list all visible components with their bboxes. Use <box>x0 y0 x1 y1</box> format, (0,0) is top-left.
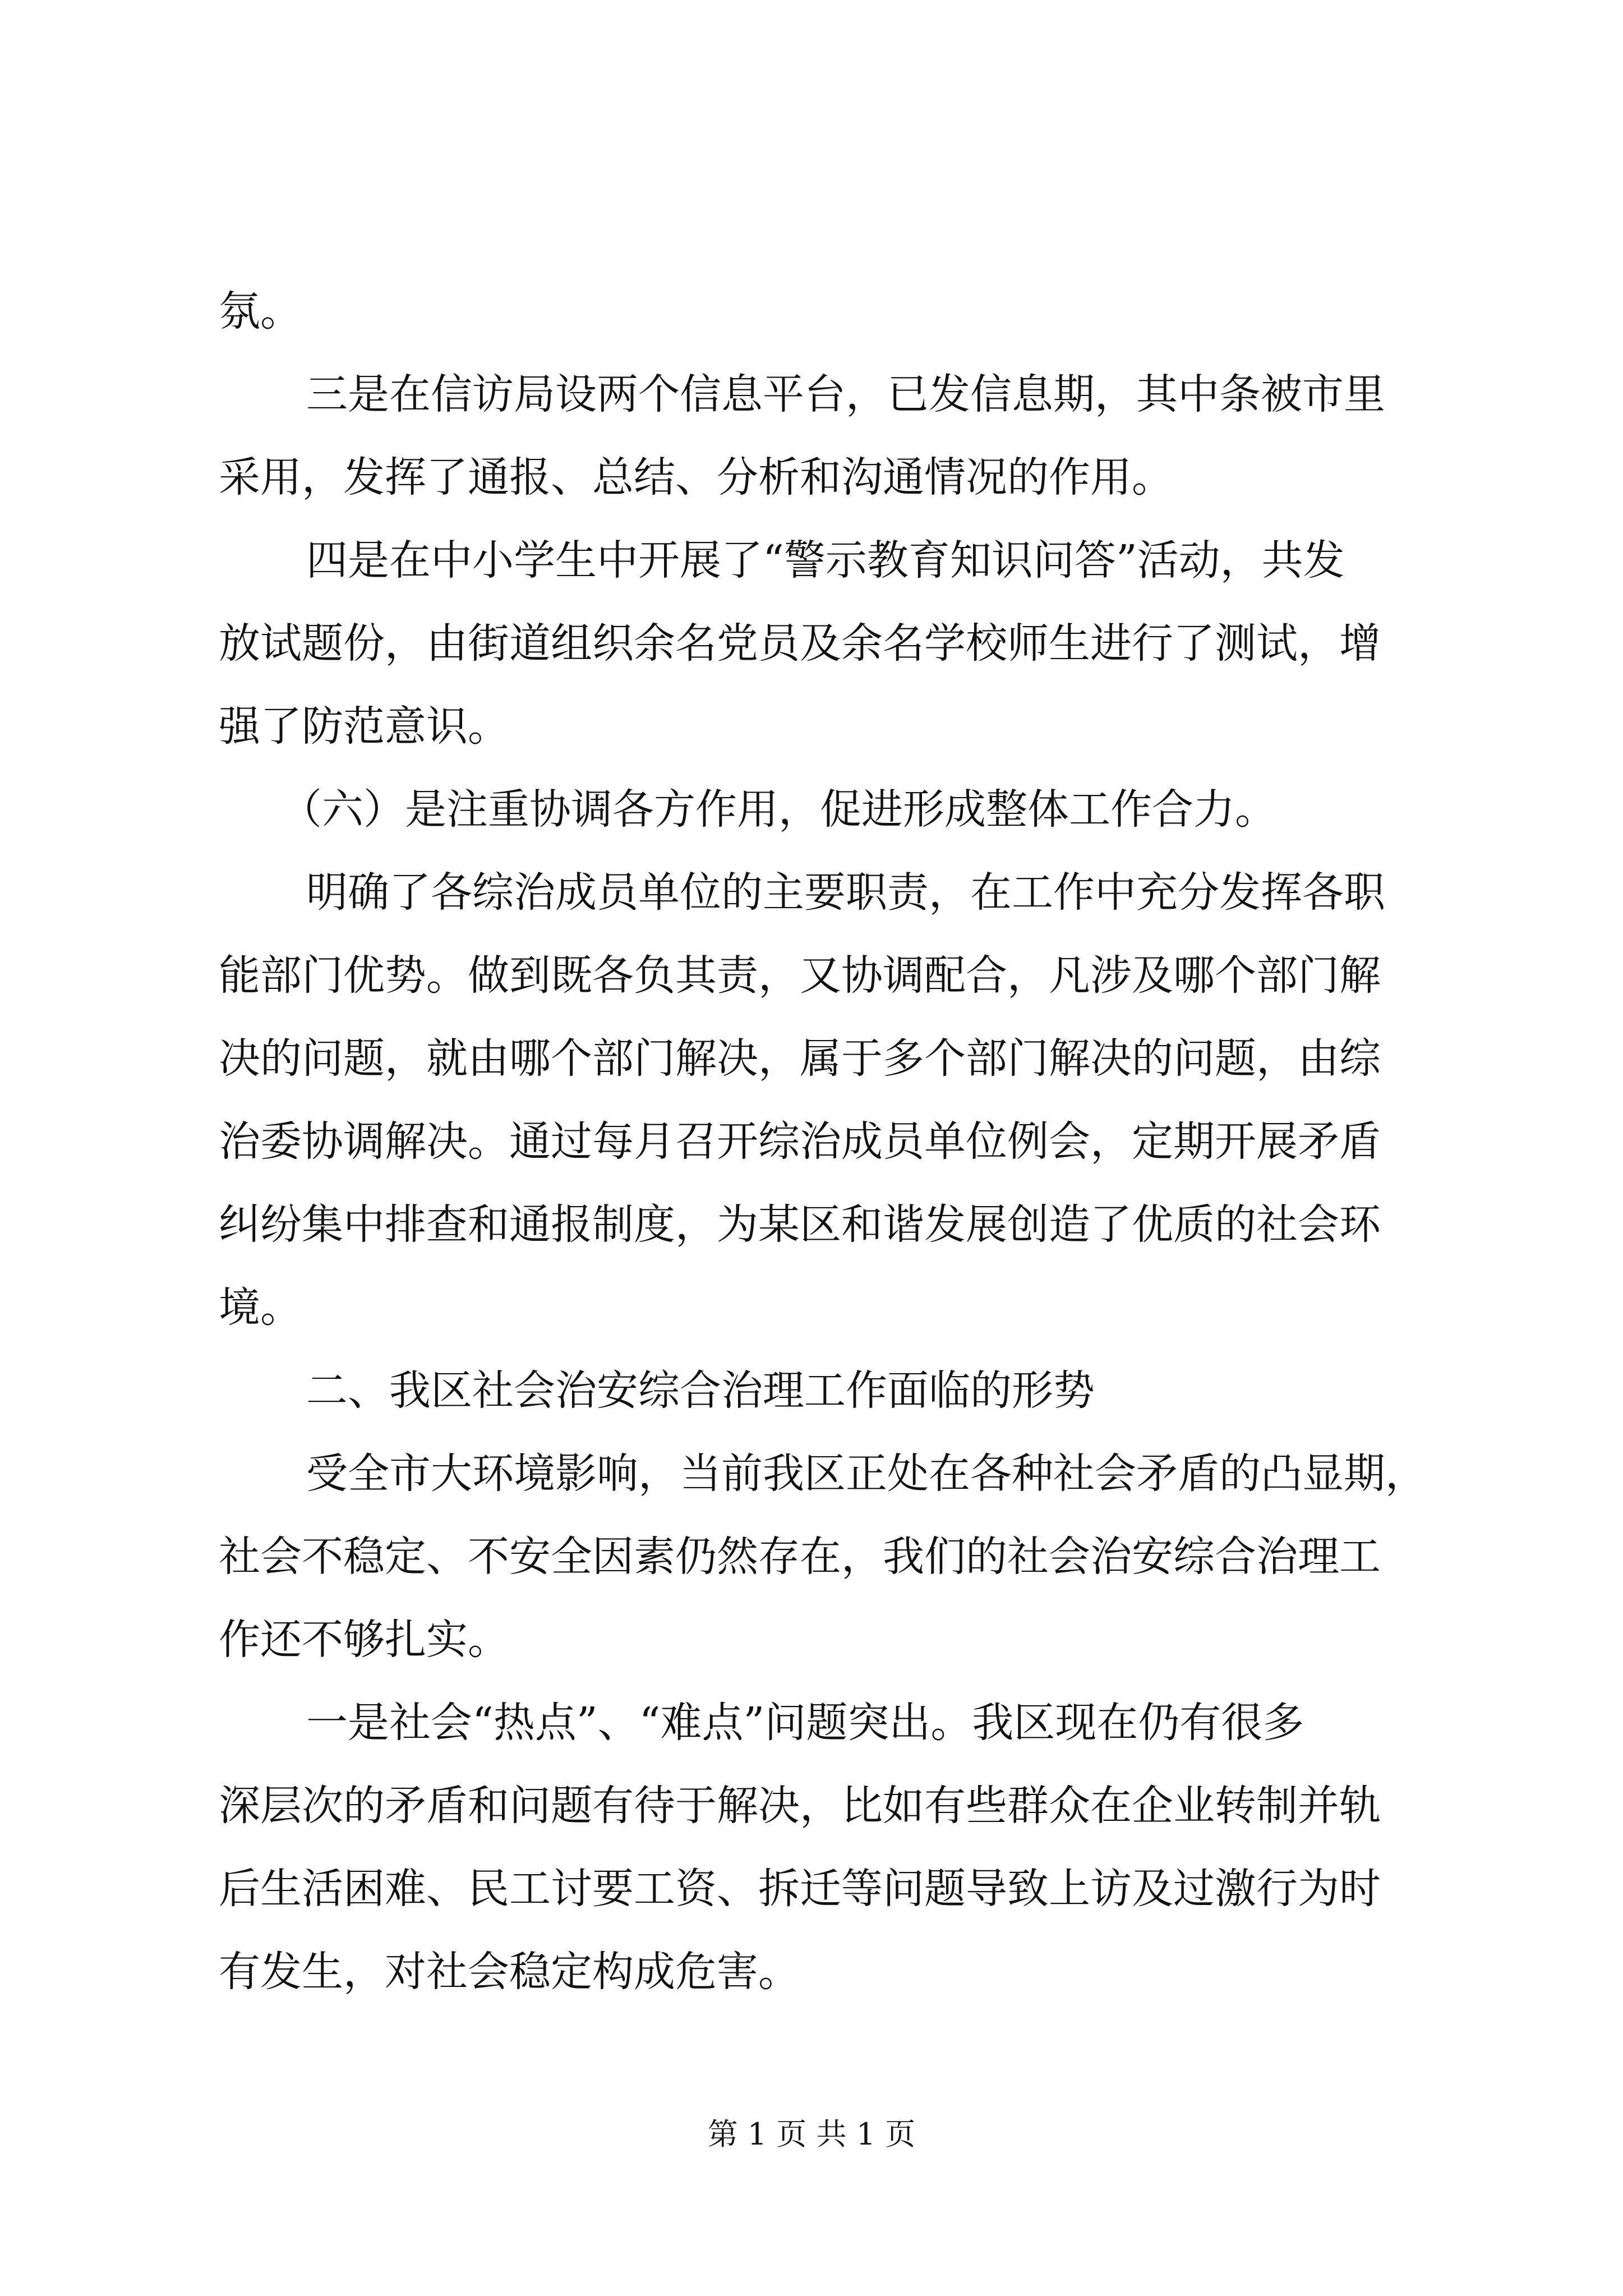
text-line: 作还不够扎实。 <box>219 1616 509 1664</box>
text-line: 深层次的矛盾和问题有待于解决，比如有些群众在企业转制并轨 <box>219 1782 1381 1830</box>
text-line: 受全市大环境影响，当前我区正处在各种社会矛盾的凸显期， <box>306 1450 1427 1498</box>
text-line: 境。 <box>219 1283 302 1332</box>
text-line: 纠纷集中排查和通报制度，为某区和谐发展创造了优质的社会环 <box>219 1200 1381 1249</box>
text-line: 后生活困难、民工讨要工资、拆迁等问题导致上访及过激行为时 <box>219 1865 1381 1913</box>
text-line: （六）是注重协调各方作用，促进形成整体工作合力。 <box>280 785 1276 834</box>
text-line: 决的问题，就由哪个部门解决，属于多个部门解决的问题，由综 <box>219 1034 1381 1083</box>
text-line: 二、我区社会治安综合治理工作面临的形势 <box>306 1366 1095 1415</box>
text-line: 明确了各综治成员单位的主要职责，在工作中充分发挥各职 <box>306 868 1385 917</box>
text-line: 三是在信访局设两个信息平台，已发信息期，其中条被市里 <box>306 370 1385 418</box>
text-line: 强了防范意识。 <box>219 702 509 751</box>
text-line: 一是社会“热点”、“难点”问题突出。我区现在仍有很多 <box>306 1699 1304 1747</box>
text-line: 能部门优势。做到既各负其责，又协调配合，凡涉及哪个部门解 <box>219 951 1381 1000</box>
text-line: 有发生，对社会稳定构成危害。 <box>219 1948 800 1996</box>
text-line: 放试题份，由街道组织余名党员及余名学校师生进行了测试，增 <box>219 619 1381 668</box>
text-line: 氛。 <box>219 287 302 335</box>
page-footer: 第 1 页 共 1 页 <box>707 2116 916 2152</box>
text-line: 采用，发挥了通报、总结、分析和沟通情况的作用。 <box>219 453 1173 501</box>
text-line: 四是在中小学生中开展了“警示教育知识问答”活动，共发 <box>306 536 1345 585</box>
text-line: 社会不稳定、不安全因素仍然存在，我们的社会治安综合治理工 <box>219 1533 1381 1581</box>
text-line: 治委协调解决。通过每月召开综治成员单位例会，定期开展矛盾 <box>219 1117 1381 1166</box>
